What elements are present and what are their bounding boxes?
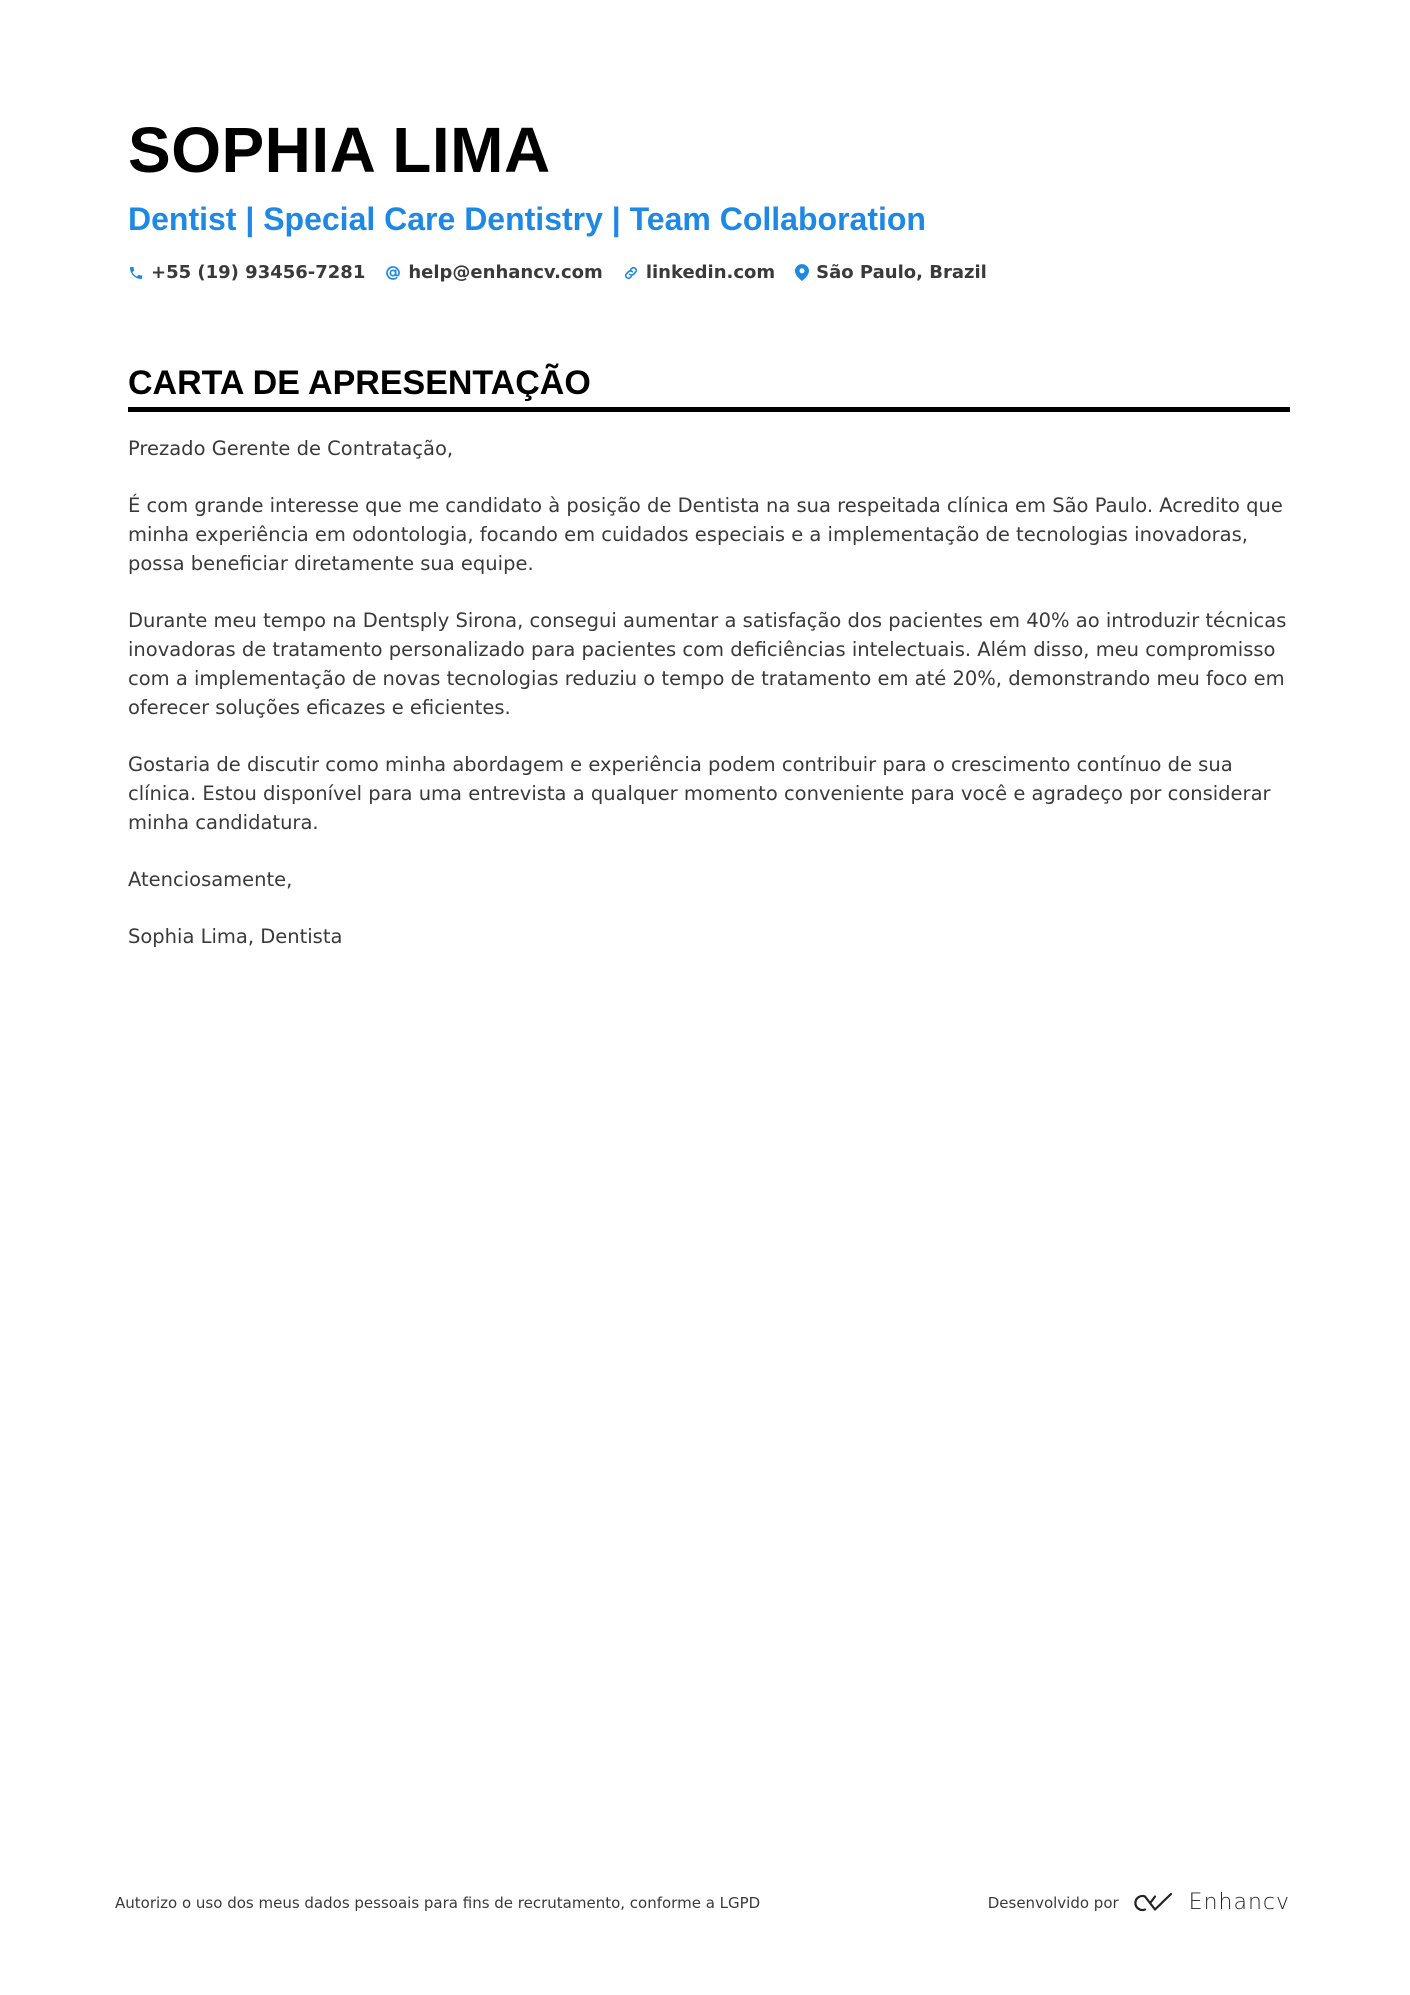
section-heading: CARTA DE APRESENTAÇÃO	[128, 365, 1290, 411]
letter-paragraph: Durante meu tempo na Dentsply Sirona, consegui aumentar a satisfação dos pacientes em 40% ao introduzir técnicas inovadoras de tratamento personalizado para pacientes com deficiências intelectuais. Além disso, meu compromisso com a implementação de novas tecnologias reduziu o tempo de tratamento em até 20%, demonstrando meu foco em oferecer soluções eficazes e eficientes.	[128, 608, 1287, 719]
brand-name: Enhancv	[1188, 1890, 1290, 1915]
contact-email[interactable]	[385, 262, 602, 283]
letter-body	[128, 434, 1290, 951]
contact-phone-text: +55 (19) 93456-7281	[151, 262, 366, 284]
enhancv-logo	[1131, 1890, 1290, 1915]
powered-by[interactable]	[988, 1890, 1290, 1915]
contact-linkedin-text: linkedin.com	[645, 262, 776, 284]
contact-location	[795, 262, 987, 283]
link-icon	[623, 265, 639, 281]
contact-location-text: São Paulo, Brazil	[816, 262, 987, 284]
contact-bar	[128, 262, 1290, 283]
powered-by-label: Desenvolvido por	[987, 1893, 1119, 1912]
candidate-title: Dentist | Special Care Dentistry | Team Collaboration	[128, 201, 926, 237]
enhancv-logo-icon	[1131, 1892, 1177, 1914]
contact-email-text: help@enhancv.com	[408, 262, 603, 284]
location-icon	[795, 264, 809, 281]
letter-paragraph: Gostaria de discutir como minha abordagem e experiência podem contribuir para o crescimento contínuo de sua clínica. Estou disponível para uma entrevista a qualquer momento conveniente para você e agradeço por considerar minha candidatura.	[128, 752, 1271, 834]
letter-paragraph: É com grande interesse que me candidato à posição de Dentista na sua respeitada clínica em São Paulo. Acredito que minha experiência em odontologia, focando em cuidados especiais e a implementação de tecnologias inovadoras, possa beneficiar diretamente sua equipe.	[128, 493, 1283, 575]
page-footer	[115, 1890, 1290, 1915]
letter-signature: Sophia Lima, Dentista	[128, 924, 343, 948]
letter-greeting: Prezado Gerente de Contratação,	[128, 436, 454, 460]
cover-letter-page	[128, 100, 1290, 979]
candidate-name: SOPHIA LIMA	[128, 114, 551, 186]
contact-linkedin[interactable]	[623, 262, 775, 283]
consent-text: Autorizo o uso dos meus dados pessoais para fins de recrutamento, conforme a LGPD	[115, 1893, 761, 1912]
letter-closing: Atenciosamente,	[128, 867, 293, 891]
phone-icon	[128, 265, 144, 281]
contact-phone[interactable]	[128, 262, 365, 283]
at-icon	[385, 265, 401, 281]
